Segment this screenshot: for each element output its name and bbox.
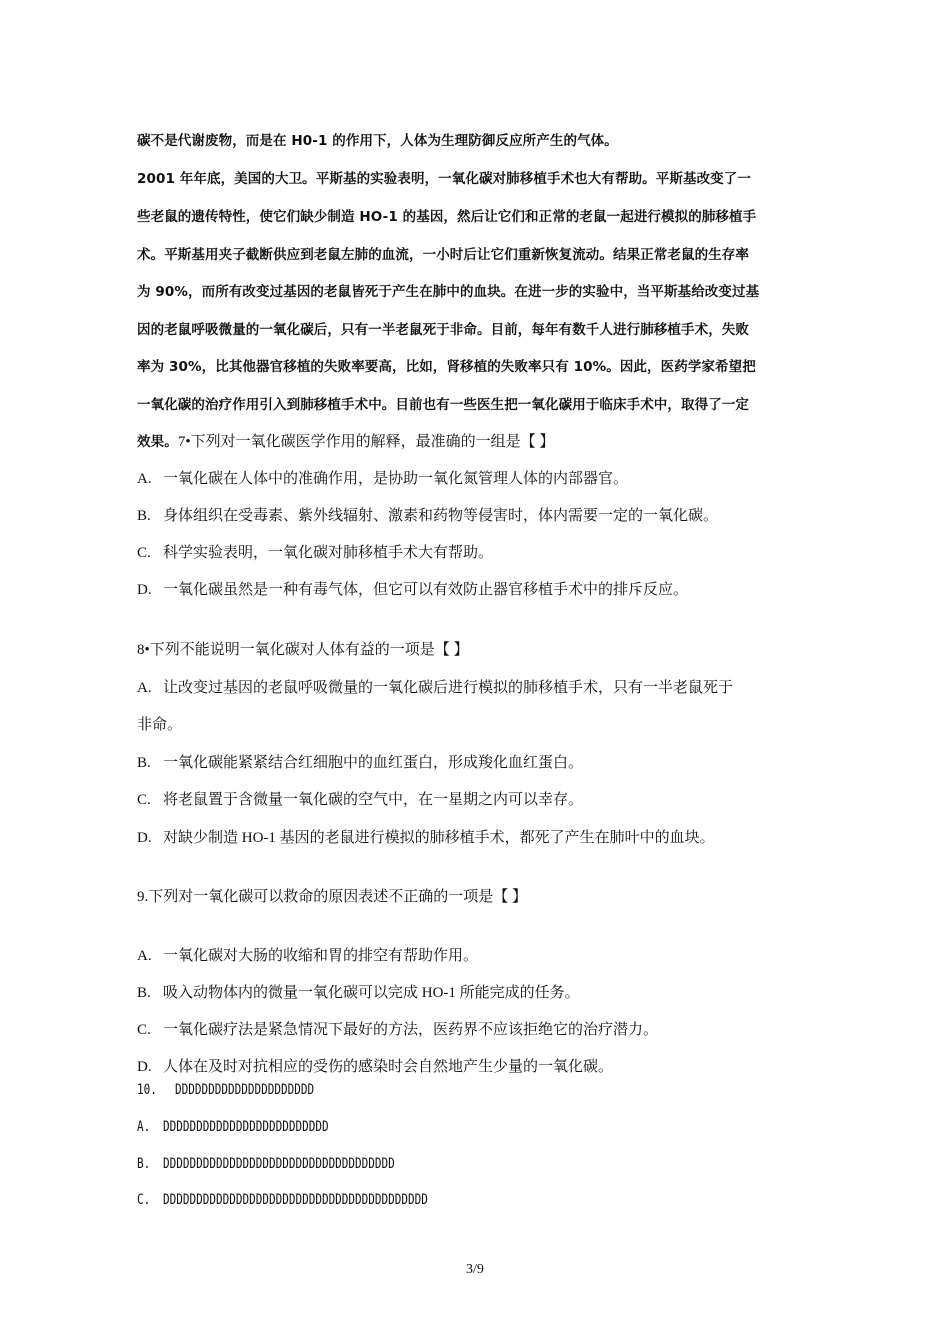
option-label: A.	[137, 471, 152, 487]
option-label: B.	[137, 985, 151, 1001]
question-10-stem: DDDDDDDDDDDDDDDDDDDDD	[175, 1081, 315, 1098]
passage-line: 一氧化碳的治疗作用引入到肺移植手术中。目前也有一些医生把一氧化碳用于临床手术中，取得了一定	[137, 397, 749, 413]
q9-option-d	[137, 1057, 613, 1077]
q7-option-d	[137, 580, 688, 600]
question-number: 10.	[137, 1081, 157, 1098]
passage-line: 2001 年年底，美国的大卫。平斯基的实验表明，一氧化碳对肺移植手术也大有帮助。平斯基改变了一	[137, 171, 751, 187]
q10-option-b	[137, 1152, 395, 1177]
passage-line: 碳不是代谢废物，而是在 H0-1 的作用下，人体为生理防御反应所产生的气体。	[137, 133, 618, 149]
option-text: 身体组织在受毒素、紫外线辐射、激素和药物等侵害时，体内需要一定的一氧化碳。	[163, 508, 719, 524]
option-text: 一氧化碳能紧紧结合红细胞中的血红蛋白，形成羧化血红蛋白。	[163, 755, 584, 771]
passage-line: 因的老鼠呼吸微量的一氧化碳后，只有一半老鼠死于非命。目前，每年有数千人进行肺移植手术，失败	[137, 322, 749, 338]
q7-option-b	[137, 506, 718, 526]
passage-end: 效果。	[137, 434, 178, 450]
q8-option-c	[137, 790, 583, 810]
option-label: B.	[137, 508, 151, 524]
option-label: D.	[137, 830, 152, 846]
option-label: D.	[137, 1059, 152, 1075]
passage-line: 率为 30%，比其他器官移植的失败率要高，比如，肾移植的失败率只有 10%。因此，医药学家希望把	[137, 359, 756, 375]
q10-option-a	[137, 1115, 329, 1140]
option-text: DDDDDDDDDDDDDDDDDDDDDDDDDDDDDDDDDDD	[163, 1155, 395, 1172]
page-number: 3/9	[466, 1262, 484, 1277]
option-label: B.	[137, 755, 151, 771]
option-label: A.	[137, 948, 152, 964]
option-text: 一氧化碳在人体中的准确作用，是协助一氧化氮管理人体的内部器官。	[163, 471, 629, 487]
q7-option-c	[137, 543, 493, 563]
option-text: 科学实验表明，一氧化碳对肺移植手术大有帮助。	[163, 545, 494, 561]
option-label: C.	[137, 1022, 151, 1038]
q8-option-b	[137, 753, 583, 773]
q7-option-a	[137, 469, 628, 489]
question-9-stem: 9.下列对一氧化碳可以救命的原因表述不正确的一项是【 】	[137, 889, 528, 905]
option-text: 对缺少制造 HO-1 基因的老鼠进行模拟的肺移植手术，都死了产生在肺叶中的血块。	[163, 830, 715, 846]
option-text: 一氧化碳疗法是紧急情况下最好的方法，医药界不应该拒绝它的治疗潜力。	[163, 1022, 659, 1038]
q8-option-d	[137, 828, 715, 848]
passage-end-and-q7-stem	[137, 432, 554, 452]
passage-line: 为 90%，而所有改变过基因的老鼠皆死于产生在肺中的血块。在进一步的实验中，当平斯基给改变过基	[137, 284, 760, 300]
passage-line: 术。平斯基用夹子截断供应到老鼠左肺的血流，一小时后让它们重新恢复流动。结果正常老鼠的生存率	[137, 247, 749, 263]
q8-option-a-continued: 非命。	[137, 717, 183, 733]
option-text: 让改变过基因的老鼠呼吸微量的一氧化碳后进行模拟的肺移植手术，只有一半老鼠死于	[163, 680, 734, 696]
option-label: A.	[137, 680, 152, 696]
question-7-stem: 7•下列对一氧化碳医学作用的解释，最准确的一组是【 】	[177, 434, 555, 450]
option-label: D.	[137, 582, 152, 598]
option-text: 一氧化碳对大肠的收缩和胃的排空有帮助作用。	[163, 948, 479, 964]
q10-option-c	[137, 1188, 428, 1213]
option-label: C.	[137, 545, 151, 561]
q9-option-b	[137, 983, 580, 1003]
option-text: DDDDDDDDDDDDDDDDDDDDDDDDD	[163, 1118, 329, 1135]
option-label: B.	[137, 1155, 151, 1172]
option-text: 吸入动物体内的微量一氧化碳可以完成 HO-1 所能完成的任务。	[163, 985, 580, 1001]
option-label: C.	[137, 1191, 151, 1208]
option-label: C.	[137, 792, 151, 808]
passage-line: 些老鼠的遗传特性，使它们缺少制造 HO-1 的基因，然后让它们和正常的老鼠一起进行模拟的肺移植手	[137, 209, 757, 225]
question-10	[137, 1078, 314, 1103]
option-text: 一氧化碳虽然是一种有毒气体，但它可以有效防止器官移植手术中的排斥反应。	[163, 582, 689, 598]
question-8-stem: 8•下列不能说明一氧化碳对人体有益的一项是【 】	[137, 642, 469, 658]
q9-option-a	[137, 946, 478, 966]
q9-option-c	[137, 1020, 658, 1040]
option-text: 人体在及时对抗相应的受伤的感染时会自然地产生少量的一氧化碳。	[163, 1059, 614, 1075]
q8-option-a	[137, 678, 733, 698]
option-label: A.	[137, 1118, 151, 1135]
option-text: 将老鼠置于含微量一氧化碳的空气中，在一星期之内可以幸存。	[163, 792, 584, 808]
option-text: DDDDDDDDDDDDDDDDDDDDDDDDDDDDDDDDDDDDDDDD	[163, 1191, 428, 1208]
